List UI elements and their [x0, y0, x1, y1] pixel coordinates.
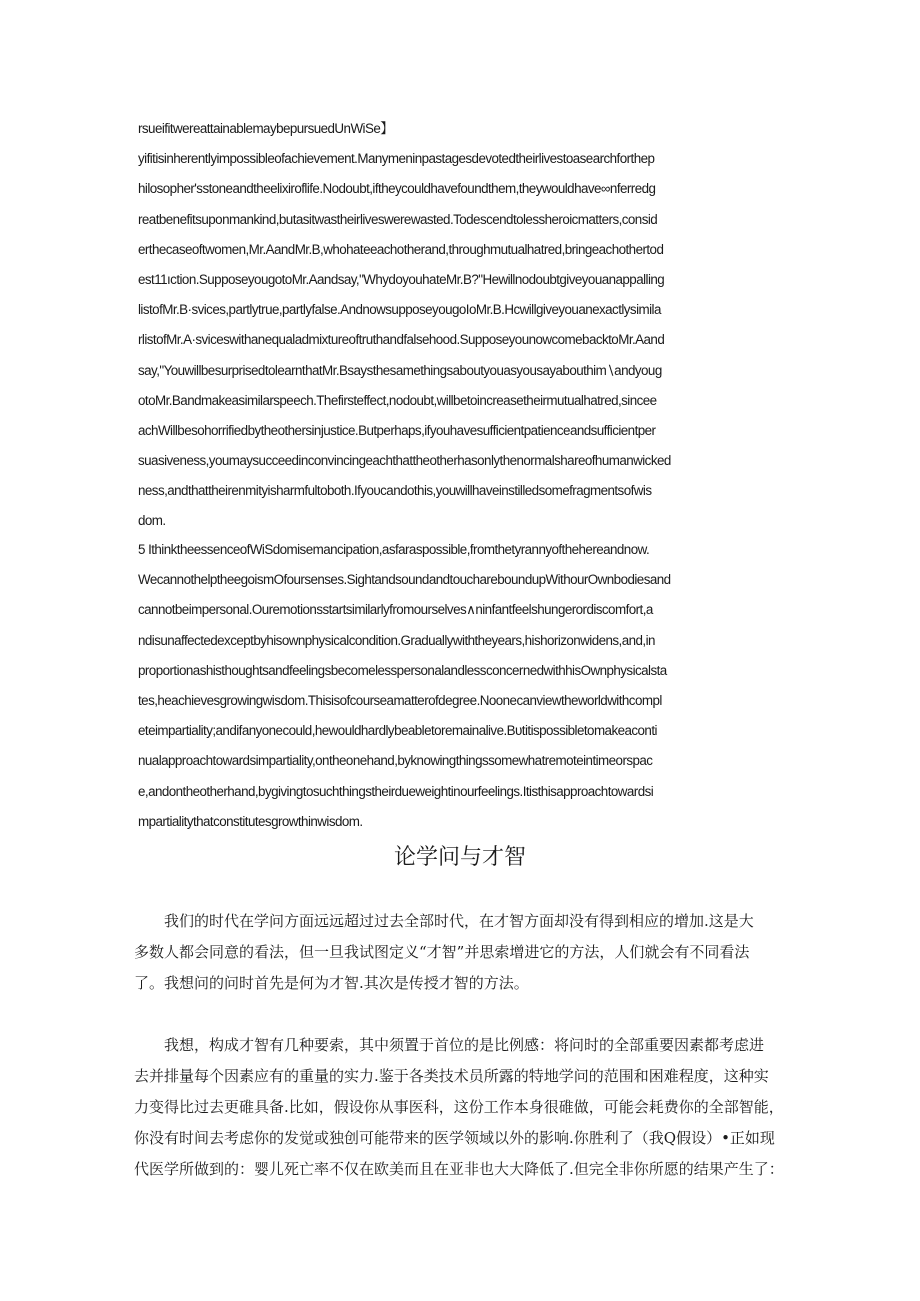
text-line: nualapproachtowardsimpartiality,ontheonehand,byknowingthingssomewhatremoteintimeorspac: [138, 753, 653, 769]
text-line: achWillbesohorrifiedbytheothersinjustice.Butperhaps,ifyouhavesufficientpatienceandsufficientper: [138, 422, 656, 438]
text-line: erthecaseoftwomen,Mr.AandMr.B,whohateeachotherand,throughmutualhatred,bringeachothertod: [138, 241, 664, 257]
english-paragraph-4: [138, 114, 784, 537]
text-line: 多数人都会同意的看法，但一旦我试图定义“才智”并思索增进它的方法，人们就会有不同看法: [134, 943, 750, 961]
text-line: listofMr.B·svices,partlytrue,partlyfalse.AndnowsupposeyougoIoMr.B.Hcwillgiveyouanexactlysimila: [138, 302, 661, 318]
english-paragraph-5: [138, 535, 784, 837]
text-line: dom.: [138, 513, 166, 529]
text-line: 我们的时代在学问方面远远超过过去全部时代，在才智方面却没有得到相应的增加.这是大: [134, 912, 754, 930]
text-line: hilosopher'sstoneandtheelixiroflife.Nodoubt,iftheycouldhavefoundthem,theywouldhave∞nferredg: [138, 181, 656, 197]
text-line: e,andontheotherhand,bygivingtosuchthingstheirdueweightinourfeelings.Itisthisapproachtowardsi: [138, 783, 654, 799]
text-line: rlistofMr.A·sviceswithanequaladmixtureoftruthandfalsehood.SupposeyounowcomebacktoMr.Aand: [138, 332, 665, 348]
text-line: cannotbeimpersonal.Ouremotionsstartsimilarlyfromourselves∧ninfantfeelshungerordiscomfort,a: [138, 602, 653, 618]
text-line: mpartialitythatconstitutesgrowthinwisdom.: [138, 813, 363, 829]
text-line: eteimpartiality;andifanyonecould,hewouldhardlybeabletoremainalive.Bυtitispossibletomakeaconti: [138, 723, 657, 739]
text-line: suasiveness,youmaysucceedinconvincingeachthattheotherhasonlythenormalshareofhumanwicked: [138, 453, 671, 469]
chinese-section-title: 论学问与才智: [393, 845, 526, 870]
text-line: ndisunaffectedexceptbyhisownphysicalcondition.Graduallywiththeyears,hishorizonwidens,and,in: [138, 632, 655, 648]
text-line: reatbenefitsuponmankind,butasitwastheirliveswerewasted.Todescendtolessheroicmatters,consid: [138, 211, 658, 227]
chinese-paragraph-2: [134, 1030, 789, 1185]
text-line: WecannothelptheegoismOfoursenses.SightandsoundandtouchareboundupWithourOwnbodiesand: [138, 572, 671, 588]
text-line: ness,andthattheirenmityisharmfultoboth.Ifyoυcandothis,youwillhaveinstilledsomefragmentsofwis: [138, 483, 652, 499]
text-line: say,"YouwillbesurprisedtolearnthatMr.Bsaysthesamethingsaboutyouasyousayabouthim∖andyoug: [138, 362, 662, 378]
text-line: 代医学所做到的：婴儿死亡率不仅在欧美而且在亚非也大大降低了.但完全非你所愿的结果产生了：: [134, 1160, 784, 1178]
text-line: 去并排量每个因素应有的重量的实力.鉴于各类技术员所露的特地学问的范围和困难程度，这种实: [134, 1067, 769, 1085]
text-line: 我想，构成才智有几种要索，其中须置于首位的是比例感：将问时的全部重要因素都考虑进: [134, 1036, 765, 1054]
text-line: est11ıction.SupposeyougotoMr.Aandsay,"WhydoyouhateMr.B?"Hewillnodoubtgiveyouanappalling: [138, 271, 665, 287]
text-line: 你没有时间去考虑你的发觉或独创可能带来的医学领域以外的影响.你胜利了（我Q假设）•正如现: [134, 1129, 775, 1147]
text-line: 力变得比过去更碓具备.比如，假设你从事医科，这份工作本身很碓做，可能会耗费你的全部智能，: [134, 1098, 784, 1116]
chinese-paragraph-1: [134, 906, 789, 999]
text-line: otoMr.Bandmakeasimilarspeech.Thefirsteffect,nodoubt,willbetoincreasetheirmutualhatred,sincee: [138, 392, 657, 408]
text-line: rsueifitwereattainablemaybepursuedUnWiSe】: [138, 121, 394, 136]
text-line: 5 IthinktheessenceofWiSdomisemancipation,asfaraspossible,fromthetyrannyofthehereandnow.: [138, 542, 650, 557]
text-line: tes,heachievesgrowingwisdom.Thisisofcourseamatterofdegree.Noonecanviewtheworldwithcompl: [138, 692, 662, 708]
text-line: yifitisinherentlyimpossibleofachievement.Manymeninpastagesdevotedtheirlivestoasearchforthep: [138, 151, 655, 167]
text-line: 了。我想问的问时首先是何为才智.其次是传授才智的方法。: [134, 974, 529, 992]
text-line: proportionashisthoughtsandfeelingsbecomelesspersonalandlessconcernedwithhisOwnphysicalsta: [138, 662, 667, 678]
